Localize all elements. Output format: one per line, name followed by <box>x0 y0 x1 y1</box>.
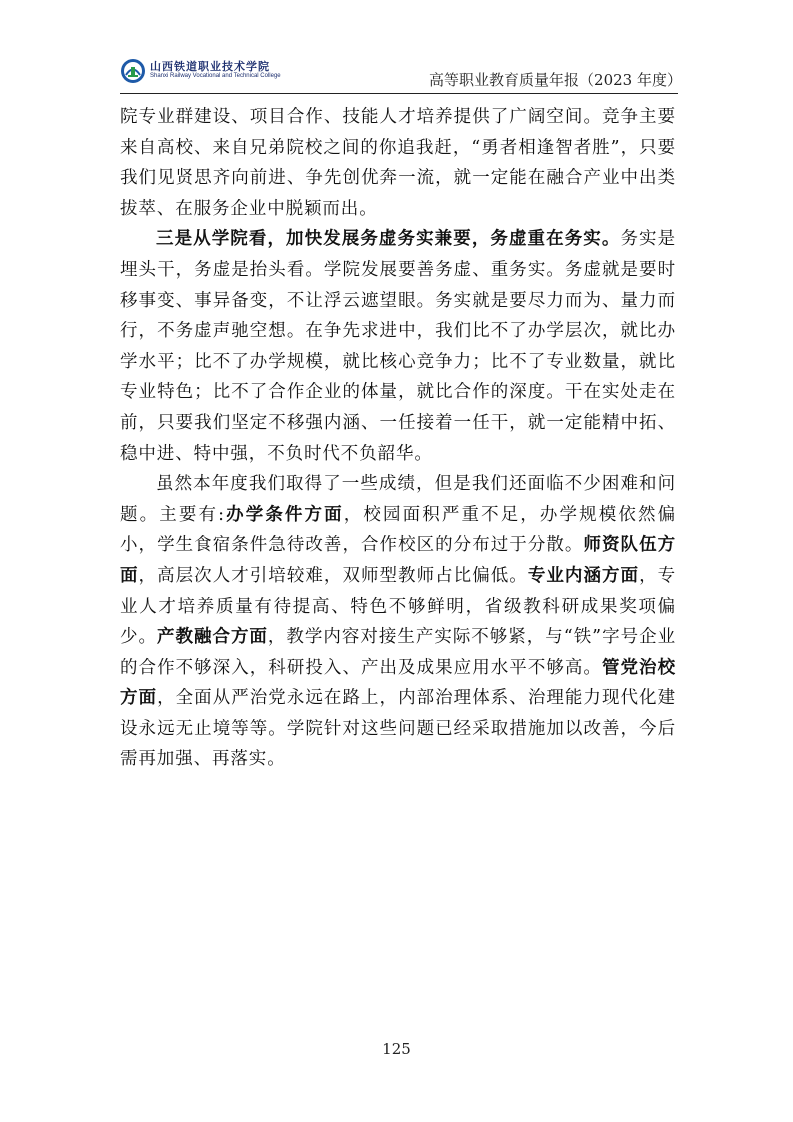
paragraph-2-text: 务实是埋头干，务虚是抬头看。学院发展要善务虚、重务实。务虚就是要时移事变、事异备变，不让浮云遮望眼。务实就是要尽力而为、量力而行，不务虚声驰空想。在争先求进中，我们比不了办学层次，就比办学水平；比不了办学规模，就比核心竞争力；比不了专业数量，就比专业特色；比不了合作企业的体量，就比合作的深度。干在实处走在前，只要我们坚定不移强内涵、一任接着一任干，就一定能精中拓、稳中进、特中强，不负时代不负韶华。 <box>120 229 677 464</box>
logo-chinese-name: 山西铁道职业技术学院 <box>150 60 270 73</box>
report-title: 高等职业教育质量年报（2023 年度） <box>429 71 682 89</box>
paragraph-2 <box>120 224 676 469</box>
issue-heading-governance: 管党治校方面 <box>120 657 676 709</box>
issue-heading-conditions: 办学条件方面 <box>224 504 344 525</box>
page-number: 125 <box>382 1040 411 1058</box>
issue-text-governance: ，全面从严治党永远在路上，内部治理体系、治理能力现代化建设永远无止境等等。学院针对这些问题已经采取措施加以改善，今后需再加强、再落实。 <box>120 688 676 770</box>
issue-text-programs: ，专业人才培养质量有待提高、特色不够鲜明，省级教科研成果奖项偏少。 <box>120 565 676 648</box>
issue-heading-programs: 专业内涵方面 <box>527 565 640 586</box>
logo-english-name: Shanxi Railway Vocational and Technical College <box>150 73 281 79</box>
issue-heading-faculty: 师资队伍方面 <box>120 535 677 586</box>
college-logo <box>120 58 350 88</box>
paragraph-3 <box>120 469 676 775</box>
paragraph-1-text: 院专业群建设、项目合作、技能人才培养提供了广阔空间。竞争主要来自高校、来自兄弟院校之间的你追我赶，“勇者相逢智者胜”，只要我们见贤思齐向前进、争先创优奔一流，就一定能在融合产业中出类拔萃、在服务企业中脱颖而出。 <box>120 107 676 219</box>
paragraph-1 <box>120 102 676 224</box>
paragraph-2-heading: 三是从学院看，加快发展务虚务实兼要，务虚重在务实。 <box>156 229 621 250</box>
issue-text-faculty: ，高层次人才引培较难，双师型教师占比偏低。 <box>138 565 528 586</box>
college-emblem-icon <box>120 58 146 84</box>
issue-text-conditions: ，校园面积严重不足，办学规模依然偏小，学生食宿条件急待改善，合作校区的分布过于分散。 <box>120 504 676 556</box>
paragraph-3-intro: 虽然本年度我们取得了一些成绩，但是我们还面临不少困难和问题。主要有: <box>120 474 676 525</box>
issue-text-industry: ，教学内容对接生产实际不够紧，与“铁”字号企业的合作不够深入，科研投入、产出及成果应用水平不够高。 <box>120 627 676 678</box>
header-divider <box>120 93 678 94</box>
page-body <box>120 102 676 775</box>
page-header <box>120 52 682 96</box>
issue-heading-industry: 产教融合方面 <box>156 627 268 648</box>
